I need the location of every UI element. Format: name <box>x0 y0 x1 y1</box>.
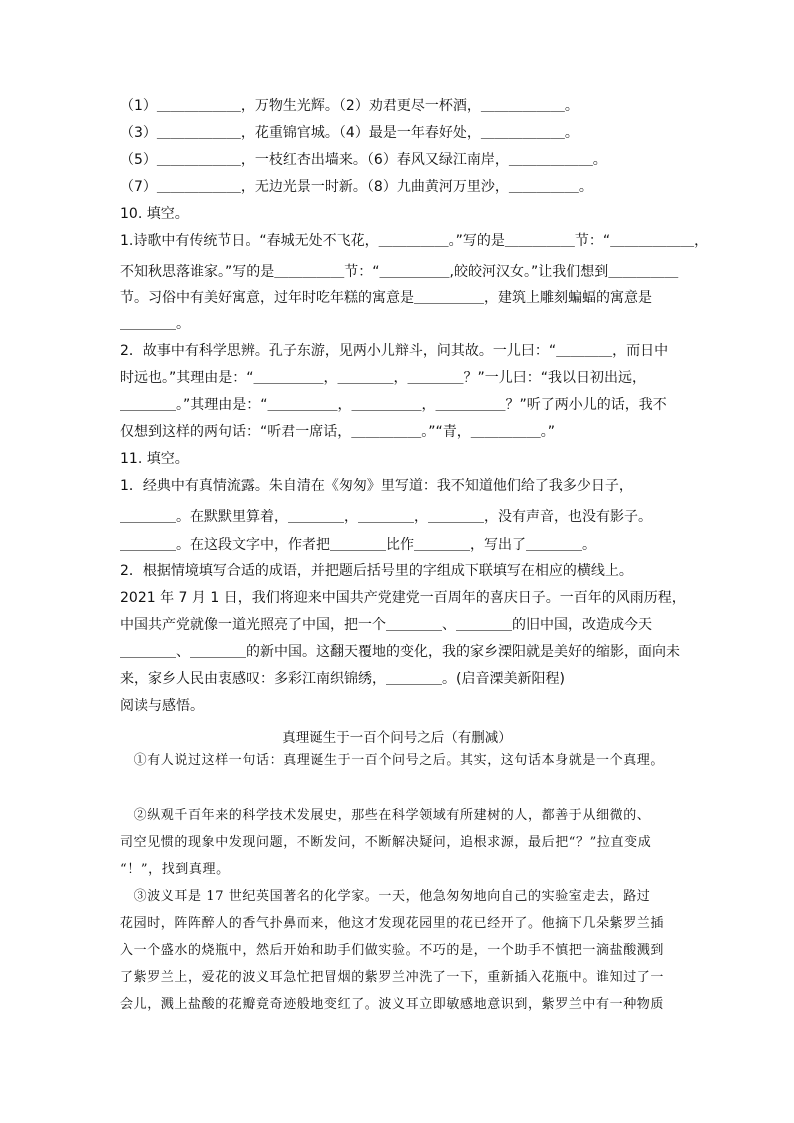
article-line: ②纵观千百年来的科学技术发展史，那些在科学领域有所建树的人，都善于从细微的、 <box>120 808 651 823</box>
question-line: 节。习俗中有美好寓意，过年时吃年糕的寓意是＿＿＿＿＿，建筑上雕刻蝙蝠的寓意是 <box>120 290 652 306</box>
question-line: ＿＿＿＿。在默默里算着，＿＿＿＿，＿＿＿＿，＿＿＿＿，没有声音，也没有影子。 <box>120 509 652 525</box>
article-line: 了紫罗兰上，爱花的波义耳急忙把冒烟的紫罗兰冲洗了一下，重新插入花瓶中。谁知过了一 <box>120 970 665 985</box>
article-line: 会儿，溅上盐酸的花瓣竟奇迹般地变红了。波义耳立即敏感地意识到，紫罗兰中有一种物质 <box>120 997 665 1012</box>
article-title: 真理诞生于一百个问号之后（有删减） <box>282 730 512 746</box>
article-line: 入一个盛水的烧瓶中，然后开始和助手们做实验。不巧的是，一个助手不慎把一滴盐酸溅到 <box>120 943 665 958</box>
question-heading: 11. 填空。 <box>120 451 189 467</box>
fill-line: （7）＿＿＿＿＿＿，无边光景一时新。（8）九曲黄河万里沙，＿＿＿＿＿。 <box>120 179 593 195</box>
fill-line: （3）＿＿＿＿＿＿，花重锦官城。（4）最是一年春好处，＿＿＿＿＿＿。 <box>120 125 579 141</box>
reading-heading: 阅读与感悟。 <box>120 698 204 714</box>
article-line: ③波义耳是 17 世纪英国著名的化学家。一天，他急匆匆地向自己的实验室走去，路过 <box>120 889 651 904</box>
question-line: ＿＿＿＿、＿＿＿＿的新中国。这翻天覆地的变化，我的家乡溧阳就是美好的缩影，面向未 <box>120 644 680 660</box>
question-line: ＿＿＿＿。”其理由是：“＿＿＿＿＿，＿＿＿＿＿，＿＿＿＿＿？”听了两小儿的话，我不 <box>120 397 667 413</box>
question-line: 不知秋思落谁家。”写的是＿＿＿＿＿节：“＿＿＿＿＿,皎皎河汉女。”让我们想到＿＿＿＿＿ <box>120 264 679 280</box>
question-line: ＿＿＿＿。在这段文字中，作者把＿＿＿＿比作＿＿＿＿，写出了＿＿＿＿。 <box>120 537 596 553</box>
article-line: 花园时，阵阵醉人的香气扑鼻而来，他这才发现花园里的花已经开了。他摘下几朵紫罗兰插 <box>120 916 665 931</box>
question-line: 1．经典中有真情流露。朱自清在《匆匆》里写道：我不知道他们给了我多少日子， <box>120 478 633 494</box>
fill-line: （1）＿＿＿＿＿＿，万物生光辉。（2）劝君更尽一杯酒，＿＿＿＿＿＿。 <box>120 98 579 114</box>
question-line: 2021 年 7 月 1 日，我们将迎来中国共产党建党一百周年的喜庆日子。一百年的风雨历程， <box>120 590 686 606</box>
question-line: 来，家乡人民由衷感叹：多彩江南织锦绣，＿＿＿＿。(启音溧美新阳程) <box>120 671 565 687</box>
question-line: ＿＿＿＿。 <box>120 316 190 332</box>
question-line: 2．故事中有科学思辨。孔子东游，见两小儿辩斗，问其故。一儿曰：“＿＿＿＿，而日中 <box>120 343 669 359</box>
question-line: 仅想到这样的两句话：“听君一席话，＿＿＿＿＿。”“青，＿＿＿＿＿。” <box>120 424 556 440</box>
fill-line: （5）＿＿＿＿＿＿，一枝红杏出墙来。（6）春风又绿江南岸，＿＿＿＿＿＿。 <box>120 152 607 168</box>
question-line: 时远也。”其理由是：“＿＿＿＿＿，＿＿＿＿，＿＿＿＿？”一儿曰：“我以日初出远， <box>120 370 647 386</box>
question-heading: 10. 填空。 <box>120 206 189 222</box>
question-line: 2．根据情境填写合适的成语，并把题后括号里的字组成下联填写在相应的横线上。 <box>120 563 633 579</box>
question-line: 中国共产党就像一道光照亮了中国，把一个＿＿＿＿、＿＿＿＿的旧中国，改造成今天 <box>120 617 652 633</box>
article-line: “！”，找到真理。 <box>120 862 230 877</box>
question-line: 1.诗歌中有传统节日。“春城无处不飞花，＿＿＿＿＿。”写的是＿＿＿＿＿节：“＿＿＿＿＿＿， <box>120 233 709 249</box>
article-line: 司空见惯的现象中发现问题，不断发问，不断解决疑问，追根求源，最后把“？”拉直变成 <box>120 835 652 850</box>
article-line: ①有人说过这样一句话：真理诞生于一百个问号之后。其实，这句话本身就是一个真理。 <box>120 753 665 768</box>
